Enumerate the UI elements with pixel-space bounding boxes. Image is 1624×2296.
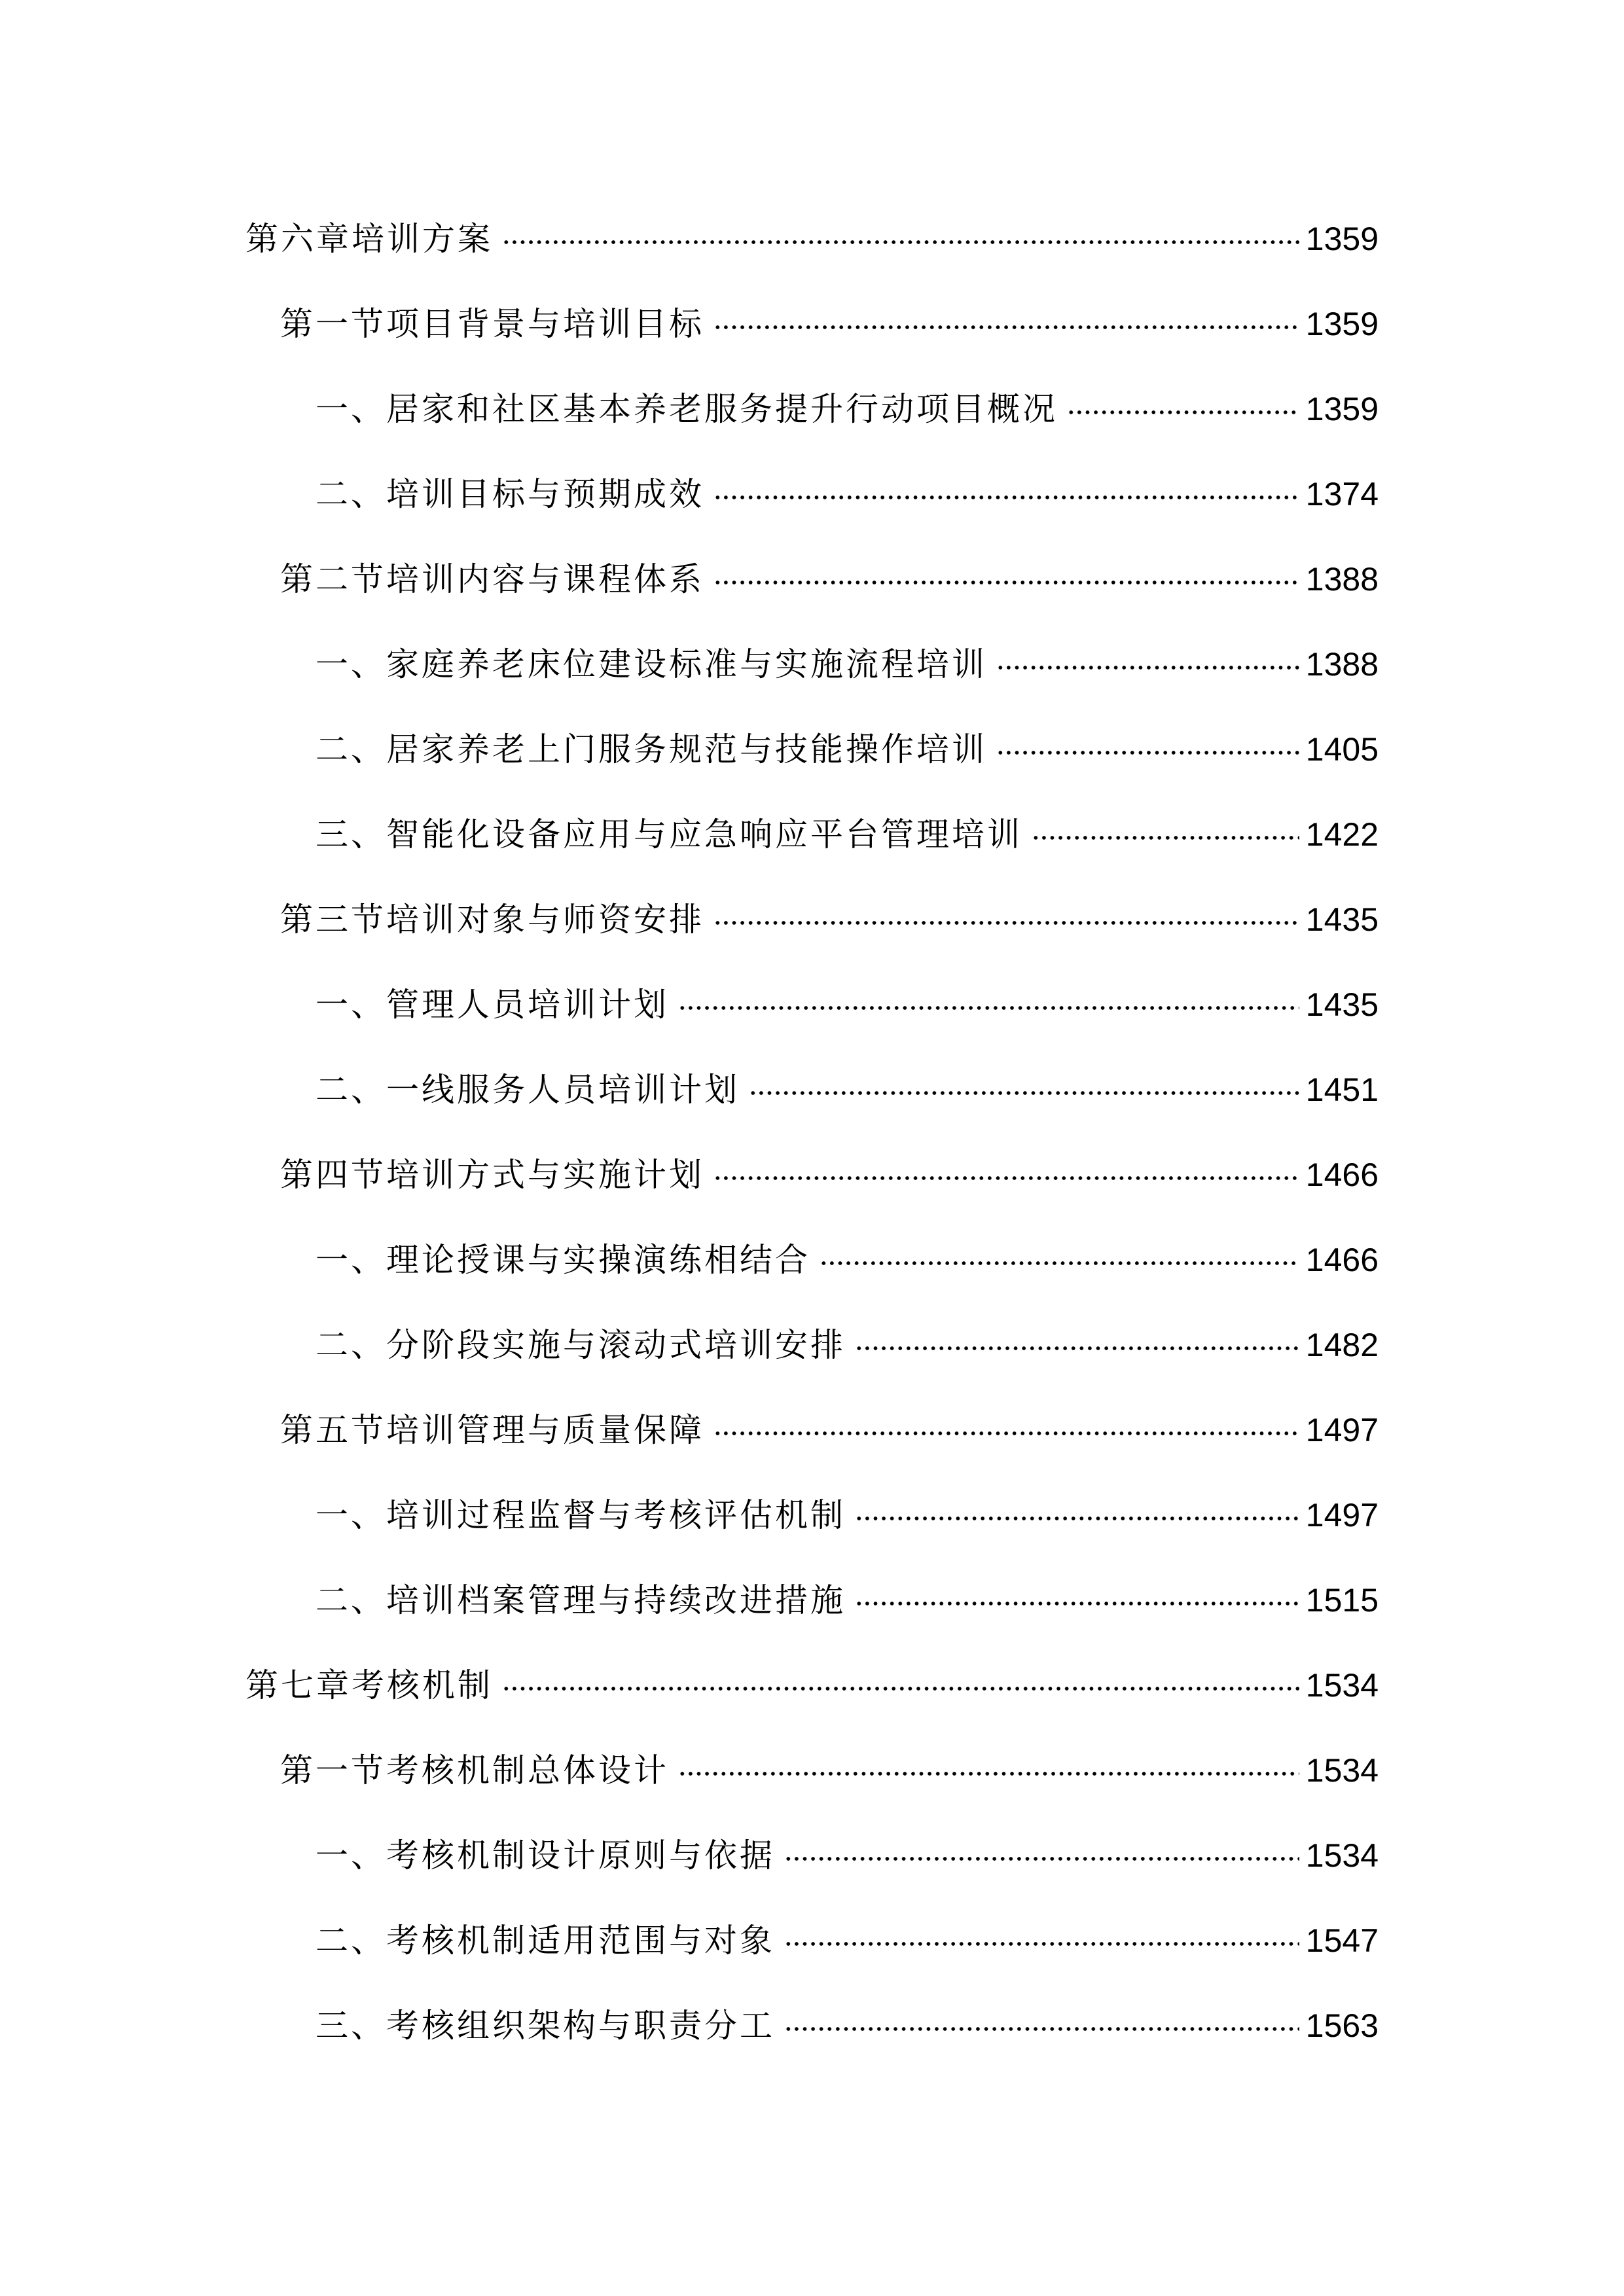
toc-entry-subsection[interactable]	[316, 1234, 1379, 1286]
toc-entry-title: 一、家庭养老床位建设标准与实施流程培训	[316, 645, 987, 683]
toc-entry-subsection[interactable]	[316, 468, 1379, 520]
dot-leader	[502, 236, 1299, 248]
toc-entry-subsection[interactable]	[316, 808, 1379, 861]
dot-leader	[996, 662, 1299, 673]
toc-entry-section[interactable]	[280, 1744, 1379, 1797]
toc-entry-page: 1374	[1305, 476, 1379, 512]
toc-entry-subsection[interactable]	[316, 1064, 1379, 1116]
toc-entry-chapter[interactable]	[245, 1659, 1379, 1712]
toc-entry-title: 二、考核机制适用范围与对象	[316, 1922, 775, 1960]
toc-entry-title: 第七章考核机制	[245, 1666, 493, 1704]
toc-entry-title: 三、考核组织架构与职责分工	[316, 2007, 775, 2045]
dot-leader	[749, 1087, 1299, 1099]
toc-entry-subsection[interactable]	[316, 1319, 1379, 1371]
toc-entry-title: 二、分阶段实施与滚动式培训安排	[316, 1326, 846, 1364]
toc-entry-subsection[interactable]	[316, 2000, 1379, 2052]
toc-entry-page: 1563	[1305, 2007, 1379, 2044]
toc-entry-subsection[interactable]	[316, 1489, 1379, 1541]
toc-entry-title: 第四节培训方式与实施计划	[280, 1156, 704, 1194]
toc-entry-title: 二、一线服务人员培训计划	[316, 1071, 740, 1109]
toc-entry-subsection[interactable]	[316, 978, 1379, 1031]
dot-leader	[713, 577, 1299, 588]
toc-entry-page: 1534	[1305, 1667, 1379, 1704]
toc-entry-title: 三、智能化设备应用与应急响应平台管理培训	[316, 816, 1022, 853]
toc-entry-page: 1497	[1305, 1497, 1379, 1534]
toc-entry-section[interactable]	[280, 893, 1379, 946]
toc-entry-title: 一、考核机制设计原则与依据	[316, 1837, 775, 1874]
dot-leader	[820, 1257, 1299, 1269]
dot-leader	[678, 1768, 1299, 1780]
toc-entry-title: 一、管理人员培训计划	[316, 986, 669, 1024]
dot-leader	[713, 1172, 1299, 1184]
dot-leader	[996, 747, 1299, 759]
toc-entry-subsection[interactable]	[316, 1914, 1379, 1967]
toc-entry-section[interactable]	[280, 1404, 1379, 1456]
dot-leader	[713, 492, 1299, 503]
toc-entry-subsection[interactable]	[316, 1829, 1379, 1882]
toc-entry-subsection[interactable]	[316, 723, 1379, 776]
toc-entry-section[interactable]	[280, 298, 1379, 350]
dot-leader	[1067, 406, 1299, 418]
toc-entry-page: 1547	[1305, 1922, 1379, 1959]
toc-entry-title: 第三节培训对象与师资安排	[280, 901, 704, 939]
toc-entry-page: 1534	[1305, 1837, 1379, 1874]
toc-entry-page: 1451	[1305, 1071, 1379, 1108]
dot-leader	[1032, 832, 1299, 844]
dot-leader	[855, 1513, 1299, 1524]
toc-entry-page: 1466	[1305, 1242, 1379, 1278]
toc-entry-page: 1388	[1305, 561, 1379, 598]
toc-entry-title: 第二节培训内容与课程体系	[280, 560, 704, 598]
toc-entry-page: 1359	[1305, 306, 1379, 342]
dot-leader	[713, 1427, 1299, 1439]
dot-leader	[855, 1598, 1299, 1609]
toc-entry-page: 1359	[1305, 391, 1379, 427]
dot-leader	[713, 321, 1299, 333]
toc-entry-subsection[interactable]	[316, 383, 1379, 435]
toc-entry-page: 1534	[1305, 1752, 1379, 1789]
toc-entry-section[interactable]	[280, 1149, 1379, 1201]
toc-entry-page: 1482	[1305, 1327, 1379, 1363]
toc-entry-title: 第一节项目背景与培训目标	[280, 305, 704, 343]
toc-entry-page: 1497	[1305, 1412, 1379, 1448]
dot-leader	[713, 917, 1299, 929]
toc-entry-title: 第六章培训方案	[245, 220, 493, 258]
dot-leader	[855, 1342, 1299, 1354]
toc-entry-subsection[interactable]	[316, 1574, 1379, 1626]
toc-entry-title: 二、居家养老上门服务规范与技能操作培训	[316, 730, 987, 768]
toc-entry-section[interactable]	[280, 553, 1379, 605]
toc-entry-title: 二、培训档案管理与持续改进措施	[316, 1581, 846, 1619]
toc-entry-title: 一、培训过程监督与考核评估机制	[316, 1496, 846, 1534]
toc-entry-title: 一、理论授课与实操演练相结合	[316, 1241, 810, 1279]
toc-entry-page: 1359	[1305, 221, 1379, 257]
toc-entry-page: 1515	[1305, 1582, 1379, 1619]
dot-leader	[502, 1683, 1299, 1695]
dot-leader	[784, 1853, 1299, 1865]
toc-entry-chapter[interactable]	[245, 213, 1379, 265]
dot-leader	[784, 1938, 1299, 1950]
toc-entry-title: 一、居家和社区基本养老服务提升行动项目概况	[316, 390, 1058, 428]
toc-entry-title: 二、培训目标与预期成效	[316, 475, 704, 513]
toc-entry-title: 第五节培训管理与质量保障	[280, 1411, 704, 1449]
dot-leader	[678, 1002, 1299, 1014]
toc-entry-page: 1405	[1305, 731, 1379, 768]
toc-entry-page: 1422	[1305, 816, 1379, 853]
toc-entry-page: 1435	[1305, 901, 1379, 938]
toc-entry-page: 1466	[1305, 1157, 1379, 1193]
toc-entry-title: 第一节考核机制总体设计	[280, 1751, 669, 1789]
toc-entry-page: 1388	[1305, 646, 1379, 683]
toc-entry-subsection[interactable]	[316, 638, 1379, 691]
dot-leader	[784, 2023, 1299, 2035]
toc-entry-page: 1435	[1305, 986, 1379, 1023]
